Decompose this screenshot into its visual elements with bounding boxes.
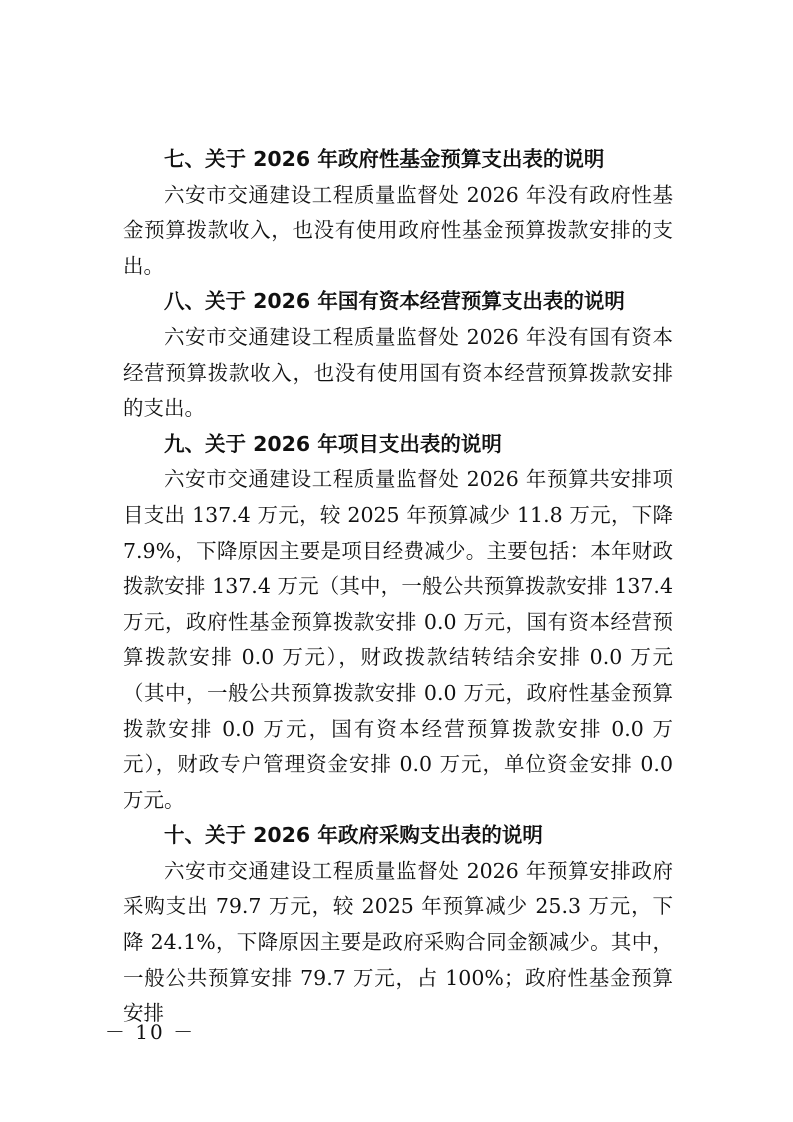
section-paragraph: 六安市交通建设工程质量监督处 2026 年没有国有资本经营预算拨款收入，也没有使用国有资本经营预算拨款安排的支出。 xyxy=(123,324,673,421)
section-10 xyxy=(123,818,673,1032)
section-heading: 七、关于 2026 年政府性基金预算支出表的说明 xyxy=(164,147,605,171)
section-8 xyxy=(123,284,673,426)
section-7 xyxy=(123,142,673,284)
section-heading: 十、关于 2026 年政府采购支出表的说明 xyxy=(164,823,543,848)
section-9 xyxy=(123,427,673,819)
page-number: － 10 － xyxy=(104,1020,196,1044)
section-heading: 八、关于 2026 年国有资本经营预算支出表的说明 xyxy=(164,289,625,314)
section-paragraph: 六安市交通建设工程质量监督处 2026 年没有政府性基金预算拨款收入，也没有使用政府性基金预算拨款安排的支出。 xyxy=(123,182,673,278)
section-heading: 九、关于 2026 年项目支出表的说明 xyxy=(164,431,502,456)
section-paragraph: 六安市交通建设工程质量监督处 2026 年预算安排政府采购支出 79.7 万元，较 2025 年预算减少 25.3 万元，下降 24.1%，下降原因主要是政府采购合同金额减少。其中，一般公共预算安排 79.7 万元，占 100%；政府性基金预算安排 xyxy=(123,858,673,1026)
section-paragraph: 六安市交通建设工程质量监督处 2026 年预算共安排项目支出 137.4 万元，较 2025 年预算减少 11.8 万元，下降 7.9%，下降原因主要是项目经费减少。主要包括：本年财政拨款安排 137.4 万元（其中，一般公共预算拨款安排 137.4 万元，政府性基金预算拨款安排 0.0 万元，国有资本经营预算拨款安排 0.0 万元），财政拨款结转结余安排 0.0 万元（其中，一般公共预算拨款安排 0.0 万元，政府性基金预算拨款安排 0.0 万元，国有资本经营预算拨款安排 0.0 万元），财政专户管理资金安排 0.0 万元，单位资金安排 0.0 万元。 xyxy=(123,467,673,812)
document-body xyxy=(123,142,673,1032)
